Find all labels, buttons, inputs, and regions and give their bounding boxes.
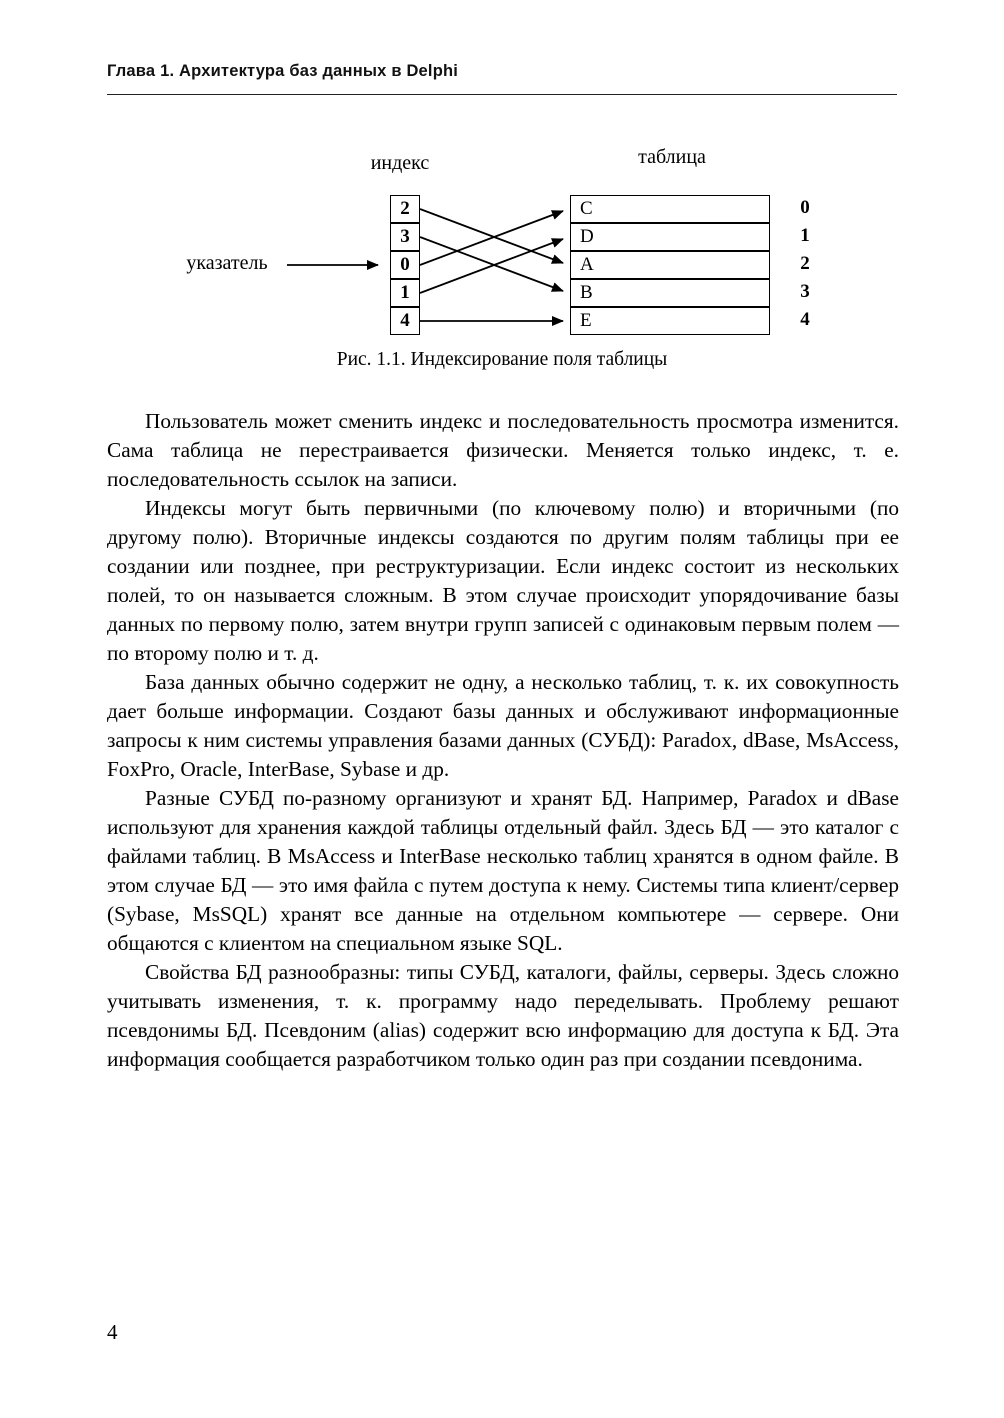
paragraph: Индексы могут быть первичными (по ключевому полю) и вторичными (по другому полю). Вторичные индексы создаются по другим полям таблицы при ее создании или позднее, при реструктуризации. Если индекс состоит из нескольких полей, то он называется сложным. В этом случае происходит упорядочивание базы данных по первому полю, затем внутри групп записей с одинаковым первым полем — по второму полю и т. д. [107, 496, 899, 665]
row-number: 0 [800, 197, 810, 218]
arrow-0-to-C [420, 211, 563, 265]
row-number: 2 [800, 253, 810, 274]
table-row: A [570, 251, 770, 279]
row-number: 4 [800, 309, 810, 330]
index-cell: 3 [390, 223, 420, 251]
pointer-label: указатель [186, 252, 268, 274]
paragraph: Свойства БД разнообразны: типы СУБД, каталоги, файлы, серверы. Здесь сложно учитывать изменения, т. к. программу надо переделывать. Проблему решают псевдонимы БД. Псевдоним (alias) содержит всю информацию для доступа к БД. Эта информация сообщается разработчиком только один раз при создании псевдонима. [107, 960, 899, 1071]
running-header: Глава 1. Архитектура баз данных в Delphi [107, 62, 459, 80]
index-cell: 0 [390, 251, 420, 279]
index-cell: 1 [390, 279, 420, 307]
table-row: D [570, 223, 770, 251]
arrow-2-to-A [420, 209, 563, 263]
index-cell: 2 [390, 195, 420, 223]
row-number: 1 [800, 225, 810, 246]
index-cell: 4 [390, 307, 420, 335]
index-mapping-arrows [107, 140, 897, 350]
row-number: 3 [800, 281, 810, 302]
index-label: индекс [370, 152, 430, 174]
paragraph: Разные СУБД по-разному организуют и хранят БД. Например, Paradox и dBase используют для хранения каждой таблицы отдельный файл. Здесь БД — это каталог с файлами таблиц. В MsAccess и InterBase несколько таблиц хранятся в одном файле. В этом случае БД — это имя файла с путем доступа к нему. Системы типа клиент/сервер (Sybase, MsSQL) хранят все данные на отдельном компьютере — сервере. Они общаются с клиентом на специальном языке SQL. [107, 786, 899, 955]
paragraph: Пользователь может сменить индекс и последовательность просмотра изменится. Сама таблица не перестраивается физически. Меняется только индекс, т. е. последовательность ссылок на записи. [107, 409, 899, 491]
figure-caption: Рис. 1.1. Индексирование поля таблицы [336, 349, 668, 370]
header-rule [107, 94, 897, 95]
figure-1-1 [107, 140, 897, 350]
body-text [107, 407, 899, 1074]
page-number: 4 [107, 1320, 118, 1344]
paragraph: База данных обычно содержит не одну, а несколько таблиц, т. к. их совокупность дает больше информации. Создают базы данных и обслуживают информационные запросы к ним системы управления базами данных (СУБД): Paradox, dBase, MsAccess, FoxPro, Oracle, InterBase, Sybase и др. [107, 670, 899, 781]
table-row: C [570, 195, 770, 223]
table-row: B [570, 279, 770, 307]
table-row: E [570, 307, 770, 335]
arrow-3-to-B [420, 237, 563, 291]
table-label: таблица [638, 146, 706, 168]
arrow-1-to-D [420, 239, 563, 293]
